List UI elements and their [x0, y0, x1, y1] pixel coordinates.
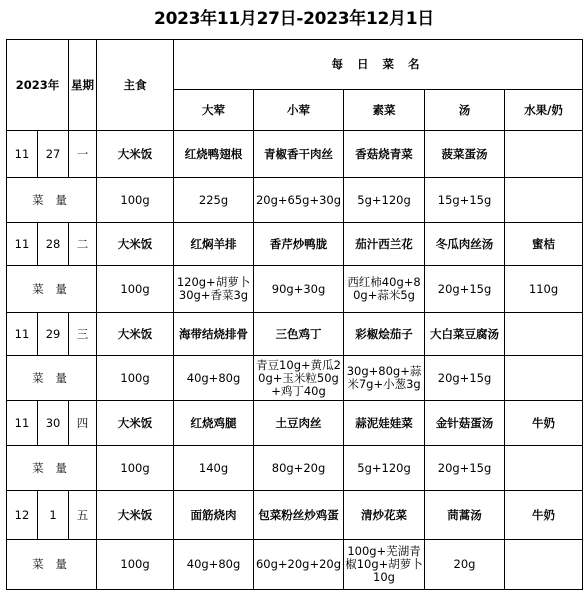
month-cell: 11 — [7, 313, 38, 356]
day-row — [7, 223, 583, 266]
weekday-cell: 五 — [69, 491, 97, 540]
day-row — [7, 313, 583, 356]
staple-cell: 大米饭 — [97, 401, 174, 446]
month-cell: 11 — [7, 223, 38, 266]
page-title: 2023年11月27日-2023年12月1日 — [154, 9, 434, 29]
quantity-row — [7, 178, 583, 223]
soup-quantity: 20g+15g — [425, 356, 505, 401]
vegetable-quantity: 西红柿40g+80g+蒜米5g — [344, 266, 425, 313]
main-meat-quantity: 140g — [174, 446, 254, 491]
fruit-milk-item: 蜜桔 — [505, 223, 583, 266]
main-meat-dish: 红烧鸡腿 — [174, 401, 254, 446]
vegetable-dish: 茄汁西兰花 — [344, 223, 425, 266]
day-cell: 29 — [38, 313, 69, 356]
menu-table — [6, 39, 583, 590]
soup-quantity: 20g — [425, 540, 505, 590]
minor-meat-quantity: 20g+65g+30g — [254, 178, 344, 223]
staple-quantity: 100g — [97, 446, 174, 491]
quantity-label: 菜 量 — [7, 356, 97, 401]
weekday-cell: 二 — [69, 223, 97, 266]
vegetable-quantity: 5g+120g — [344, 178, 425, 223]
fruit-milk-quantity — [505, 446, 583, 491]
soup-quantity: 15g+15g — [425, 178, 505, 223]
main-meat-dish: 海带结烧排骨 — [174, 313, 254, 356]
vegetable-dish: 彩椒烩茄子 — [344, 313, 425, 356]
main-meat-quantity: 120g+胡萝卜30g+香菜3g — [174, 266, 254, 313]
quantity-row — [7, 446, 583, 491]
staple-cell: 大米饭 — [97, 313, 174, 356]
column-header-fruit-milk: 水果/奶 — [505, 90, 583, 131]
staple-quantity: 100g — [97, 540, 174, 590]
soup-dish: 金针菇蛋汤 — [425, 401, 505, 446]
month-cell: 12 — [7, 491, 38, 540]
quantity-row — [7, 356, 583, 401]
minor-meat-dish: 三色鸡丁 — [254, 313, 344, 356]
staple-quantity: 100g — [97, 356, 174, 401]
minor-meat-dish: 土豆肉丝 — [254, 401, 344, 446]
weekday-cell: 三 — [69, 313, 97, 356]
fruit-milk-item: 牛奶 — [505, 491, 583, 540]
minor-meat-dish: 包菜粉丝炒鸡蛋 — [254, 491, 344, 540]
weekday-cell: 四 — [69, 401, 97, 446]
vegetable-dish: 清炒花菜 — [344, 491, 425, 540]
staple-cell: 大米饭 — [97, 131, 174, 178]
main-meat-dish: 红烧鸭翅根 — [174, 131, 254, 178]
column-header-minor-meat: 小荤 — [254, 90, 344, 131]
vegetable-dish: 香菇烧青菜 — [344, 131, 425, 178]
minor-meat-dish: 青椒香干肉丝 — [254, 131, 344, 178]
main-meat-dish: 面筋烧肉 — [174, 491, 254, 540]
day-row — [7, 491, 583, 540]
column-header-main-meat: 大荤 — [174, 90, 254, 131]
main-meat-quantity: 40g+80g — [174, 356, 254, 401]
staple-quantity: 100g — [97, 266, 174, 313]
main-meat-dish: 红焖羊排 — [174, 223, 254, 266]
fruit-milk-item: 牛奶 — [505, 401, 583, 446]
vegetable-dish: 蒜泥娃娃菜 — [344, 401, 425, 446]
minor-meat-quantity: 60g+20g+20g — [254, 540, 344, 590]
quantity-label: 菜 量 — [7, 446, 97, 491]
soup-dish: 冬瓜肉丝汤 — [425, 223, 505, 266]
vegetable-quantity: 5g+120g — [344, 446, 425, 491]
quantity-label: 菜 量 — [7, 266, 97, 313]
vegetable-quantity: 100g+芜湖青椒10g+胡萝卜10g — [344, 540, 425, 590]
staple-header: 主食 — [97, 40, 174, 131]
fruit-milk-quantity: 110g — [505, 266, 583, 313]
soup-dish: 大白菜豆腐汤 — [425, 313, 505, 356]
weekday-cell: 一 — [69, 131, 97, 178]
staple-quantity: 100g — [97, 178, 174, 223]
quantity-row — [7, 266, 583, 313]
minor-meat-dish: 香芹炒鸭胧 — [254, 223, 344, 266]
soup-dish: 茼蒿汤 — [425, 491, 505, 540]
fruit-milk-item — [505, 131, 583, 178]
day-row — [7, 131, 583, 178]
day-cell: 27 — [38, 131, 69, 178]
minor-meat-quantity: 80g+20g — [254, 446, 344, 491]
quantity-label: 菜 量 — [7, 178, 97, 223]
fruit-milk-quantity — [505, 178, 583, 223]
weekday-header: 星期 — [69, 40, 97, 131]
vegetable-quantity: 30g+80g+蒜米7g+小葱3g — [344, 356, 425, 401]
month-cell: 11 — [7, 131, 38, 178]
soup-dish: 菠菜蛋汤 — [425, 131, 505, 178]
main-meat-quantity: 40g+80g — [174, 540, 254, 590]
daily-menu-header: 每 日 菜 名 — [174, 40, 583, 90]
minor-meat-quantity: 90g+30g — [254, 266, 344, 313]
fruit-milk-quantity — [505, 356, 583, 401]
soup-quantity: 20g+15g — [425, 266, 505, 313]
day-cell: 30 — [38, 401, 69, 446]
year-header: 2023年 — [7, 40, 69, 131]
staple-cell: 大米饭 — [97, 223, 174, 266]
header-row-top — [7, 40, 583, 90]
column-header-vegetable: 素菜 — [344, 90, 425, 131]
day-cell: 1 — [38, 491, 69, 540]
month-cell: 11 — [7, 401, 38, 446]
column-header-soup: 汤 — [425, 90, 505, 131]
quantity-row — [7, 540, 583, 590]
main-meat-quantity: 225g — [174, 178, 254, 223]
minor-meat-quantity: 青豆10g+黄瓜20g+玉米粒50g+鸡丁40g — [254, 356, 344, 401]
soup-quantity: 20g+15g — [425, 446, 505, 491]
fruit-milk-item — [505, 313, 583, 356]
day-row — [7, 401, 583, 446]
day-cell: 28 — [38, 223, 69, 266]
fruit-milk-quantity — [505, 540, 583, 590]
staple-cell: 大米饭 — [97, 491, 174, 540]
quantity-label: 菜 量 — [7, 540, 97, 590]
